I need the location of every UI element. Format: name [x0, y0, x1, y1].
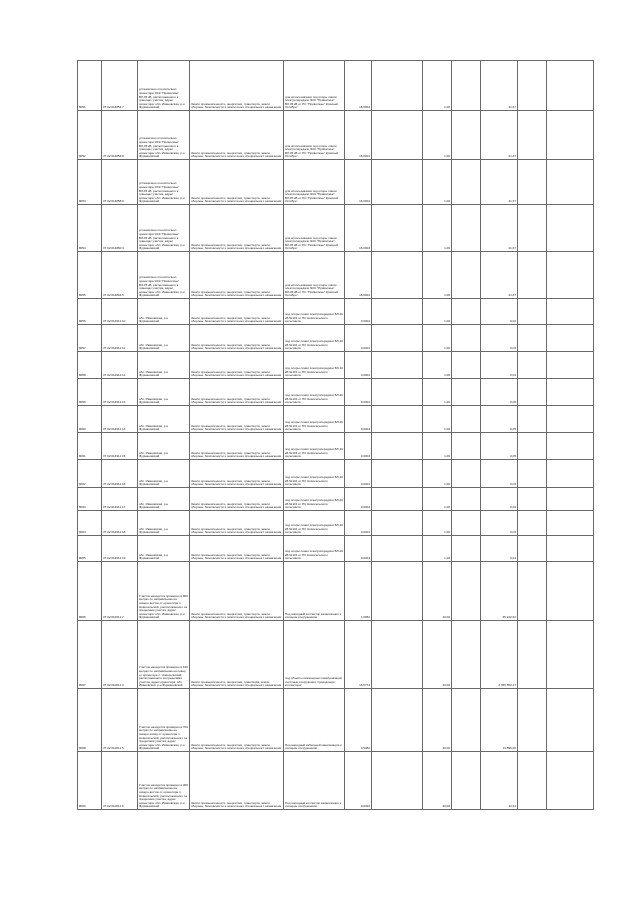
cell-cad: 37:02:010011:6 — [102, 752, 138, 810]
cell-area: 0,0004 — [345, 379, 372, 406]
cell-cad: 37:02:014858:9 — [102, 160, 138, 205]
cell-addr: обл. Ивановская, р-н Фурмановский — [138, 406, 190, 433]
cell-cat: Земли промышленности, энергетики, транспорта, земли обороны, безопасности и земли иного специального назначения — [190, 511, 284, 536]
cell-sum: 0,04 — [481, 536, 518, 562]
cell-use: для использования под опоры линии электропередачи ЭСК "Приволжье" ВЛ-35 кВ от ПС "Приволжье" Красный Октябрь" — [284, 205, 345, 252]
cell-num: 8058 — [78, 352, 102, 379]
cell-num: 8060 — [78, 406, 102, 433]
table-row — [78, 352, 594, 379]
cell-cad: 37:02:014911:14 — [102, 406, 138, 433]
cell-num: 8056 — [78, 299, 102, 325]
cell-empty — [452, 325, 481, 352]
cell-area: 1,6052 — [345, 562, 372, 621]
cell-addr: обл. Ивановская, р-н Фурмановский — [138, 325, 190, 352]
cell-num: 8068 — [78, 689, 102, 752]
cell-cad: 37:02:014911:12 — [102, 352, 138, 379]
cell-sum: 21,67 — [481, 252, 518, 299]
cell-area: 16,0004 — [345, 111, 372, 160]
cell-empty — [547, 562, 594, 621]
table-row — [78, 61, 594, 111]
cell-cad: 37:02:014911:11 — [102, 325, 138, 352]
cell-area: 0,0004 — [345, 488, 372, 511]
cell-empty — [547, 252, 594, 299]
cell-num: 8062 — [78, 460, 102, 488]
cell-empty — [452, 379, 481, 406]
cell-empty — [518, 352, 547, 379]
cell-addr: обл. Ивановская, р-н Фурмановский — [138, 536, 190, 562]
cell-cat: Земли промышленности, энергетики, транспорта, земли обороны, безопасности и земли иного специального назначения — [190, 325, 284, 352]
cell-use: под опоры линии электропередачи ВЛ-10 кВ №101 от ПС Новосельского сельсовета — [284, 325, 345, 352]
table-row — [78, 536, 594, 562]
cell-empty — [372, 325, 423, 352]
cell-empty — [372, 752, 423, 810]
cell-cat: Земли промышленности, энергетики, транспорта, земли обороны, безопасности и земли иного специального назначения — [190, 299, 284, 325]
cell-num: 8061 — [78, 433, 102, 460]
table-row — [78, 160, 594, 205]
cell-empty — [452, 352, 481, 379]
cell-cad: 37:02:014911:15 — [102, 433, 138, 460]
cell-cat: Земли промышленности, энергетики, транспорта, земли обороны, безопасности и земли иного специального назначения — [190, 252, 284, 299]
cell-empty — [452, 460, 481, 488]
cell-rate: 40,00 — [423, 621, 452, 689]
cell-area: 0,0004 — [345, 299, 372, 325]
cell-empty — [372, 299, 423, 325]
cell-num: 8065 — [78, 536, 102, 562]
cell-sum: 0,04 — [481, 511, 518, 536]
cell-empty — [452, 299, 481, 325]
cell-cat: Земли промышленности, энергетики, транспорта, земли обороны, безопасности и земли иного специального назначения — [190, 160, 284, 205]
cell-cad: 37:02:014911:16 — [102, 460, 138, 488]
table-row — [78, 433, 594, 460]
cell-cat: Земли промышленности, энергетики, транспорта, земли обороны, безопасности и земли иного специального назначения — [190, 379, 284, 406]
cell-empty — [518, 621, 547, 689]
cell-empty — [518, 511, 547, 536]
cell-sum: 21,67 — [481, 61, 518, 111]
cell-use: под опоры линии электропередачи ВЛ-10 кВ №101 от ПС Новосельского сельсовета — [284, 488, 345, 511]
cell-addr: Участок находится примерно в 900 метрах по направлению на северо-восток от ориентира п. Новосельский, расположенного за пределами участка, адрес ориентира: обл. Ивановская, р-н Фурмановский — [138, 562, 190, 621]
cell-num: 8053 — [78, 160, 102, 205]
cell-cad: 37:02:014864:5 — [102, 252, 138, 299]
cell-empty — [547, 433, 594, 460]
cell-cad: 37:02:014911:17 — [102, 488, 138, 511]
cell-addr: установлено относительно ориентира ЭСК "Приволжье" ВЛ-35 кВ, расположенного в границах участка, адрес ориентира: обл. Ивановская, р-н Фурмановский — [138, 111, 190, 160]
cell-rate: 40,00 — [423, 689, 452, 752]
cell-cat: Земли промышленности, энергетики, транспорта, земли обороны, безопасности и земли иного специального назначения — [190, 205, 284, 252]
cell-num: 8064 — [78, 511, 102, 536]
cell-use: для использования под опоры линии электропередачи ЭСК "Приволжье" ВЛ-35 кВ от ПС "Приволжье" Красный Октябрь" — [284, 160, 345, 205]
cell-empty — [452, 205, 481, 252]
cell-rate: 1,00 — [423, 325, 452, 352]
cell-empty — [547, 488, 594, 511]
cell-use: для использования под опоры линии электропередачи ЭСК "Приволжье" ВЛ-35 кВ от ПС "Приволжье" Красный Октябрь" — [284, 252, 345, 299]
table-row — [78, 111, 594, 160]
cell-use: под опоры линии электропередачи ВЛ-10 кВ №101 от ПС Новосельского сельсовета — [284, 460, 345, 488]
cell-empty — [547, 752, 594, 810]
cell-addr: установлено относительно ориентира ЭСК "Приволжье" ВЛ-35 кВ, расположенного в границах участка, адрес ориентира: обл. Ивановская, р-н Фурмановский — [138, 252, 190, 299]
land-plot-table — [77, 60, 594, 810]
cell-use: под объекты инженерных коммуникаций: очистные сооружения, проводящие коллектора" — [284, 621, 345, 689]
cell-cat: Земли промышленности, энергетики, транспорта, земли обороны, безопасности и земли иного специального назначения — [190, 433, 284, 460]
cell-rate: 1,00 — [423, 111, 452, 160]
table-row — [78, 511, 594, 536]
cell-rate: 40,00 — [423, 562, 452, 621]
cell-empty — [518, 488, 547, 511]
cell-cad: 37:02:014856:8 — [102, 111, 138, 160]
cell-area: 0,0004 — [345, 406, 372, 433]
cell-cad: 37:02:014911:18 — [102, 511, 138, 536]
cell-rate: 1,00 — [423, 379, 452, 406]
cell-empty — [372, 406, 423, 433]
cell-cat: Земли промышленности, энергетики, транспорта, земли обороны, безопасности и земли иного специального назначения — [190, 488, 284, 511]
cell-empty — [518, 433, 547, 460]
cell-cat: Земли промышленности, энергетики, транспорта, земли обороны, безопасности и земли иного специального назначения — [190, 460, 284, 488]
cell-addr: обл. Ивановская, р-н Фурмановский — [138, 511, 190, 536]
cell-addr: обл. Ивановская, р-н Фурмановский — [138, 352, 190, 379]
cell-rate: 1,00 — [423, 536, 452, 562]
cell-area: 0,0004 — [345, 460, 372, 488]
cell-sum: 0,04 — [481, 488, 518, 511]
cell-sum: 0,05 — [481, 379, 518, 406]
cell-use: Под народный коллектор канализации к очищенн сооружениям — [284, 752, 345, 810]
cell-empty — [547, 111, 594, 160]
cell-empty — [518, 536, 547, 562]
cell-empty — [547, 205, 594, 252]
cell-empty — [547, 61, 594, 111]
cell-cat: Земли промышленности, энергетики, транспорта, земли обороны, безопасности и земли иного специального назначения — [190, 406, 284, 433]
cell-rate: 1,00 — [423, 460, 452, 488]
cell-empty — [452, 488, 481, 511]
cell-num: 8069 — [78, 752, 102, 810]
cell-empty — [452, 536, 481, 562]
cell-sum: 2 665 550,17 — [481, 621, 518, 689]
cell-cad: 37:02:014911:19 — [102, 536, 138, 562]
cell-cad: 37:02:014854:7 — [102, 61, 138, 111]
cell-empty — [547, 379, 594, 406]
cell-sum: 0,05 — [481, 406, 518, 433]
cell-empty — [518, 205, 547, 252]
cell-sum: 65 242,62 — [481, 562, 518, 621]
cell-empty — [518, 61, 547, 111]
cell-cat: Земли промышленности, энергетики, транспорта, земли обороны, безопасности и земли иного специального назначения — [190, 562, 284, 621]
cell-empty — [452, 252, 481, 299]
cell-empty — [452, 621, 481, 689]
cell-empty — [372, 562, 423, 621]
table-row — [78, 488, 594, 511]
cell-use: под опоры линии электропередачи ВЛ-10 кВ №101 от ПС Новосельского сельсовета — [284, 536, 345, 562]
cell-empty — [372, 252, 423, 299]
cell-rate: 1,00 — [423, 488, 452, 511]
cell-sum: 21,67 — [481, 111, 518, 160]
cell-use: Под народный кабельной канализации к очищенн сооружениям — [284, 689, 345, 752]
cell-num: 8057 — [78, 325, 102, 352]
cell-area: 0,0020 — [345, 752, 372, 810]
cell-area: 16,0004 — [345, 160, 372, 205]
cell-sum: 0,05 — [481, 433, 518, 460]
cell-empty — [518, 252, 547, 299]
cell-addr: обл. Ивановская, р-н Фурмановский — [138, 488, 190, 511]
cell-empty — [372, 488, 423, 511]
cell-empty — [372, 61, 423, 111]
cell-cad: 37:02:010011:5 — [102, 689, 138, 752]
cell-rate: 1,00 — [423, 205, 452, 252]
cell-cat: Земли промышленности, энергетики, транспорта, земли обороны, безопасности и земли иного специального назначения — [190, 111, 284, 160]
cell-empty — [518, 299, 547, 325]
cell-empty — [547, 299, 594, 325]
cell-rate: 40,00 — [423, 752, 452, 810]
table-row — [78, 689, 594, 752]
table-row — [78, 325, 594, 352]
cell-addr: Участок находится примерно в 700 метрах по направлению на северо-запад от ориентира п. Новосельский, расположенного за пределами участка, адрес ориентира: обл. Ивановская, р-н Фурмановский — [138, 689, 190, 752]
cell-empty — [547, 689, 594, 752]
cell-cad: 37:02:014911:13 — [102, 379, 138, 406]
cell-num: 8059 — [78, 379, 102, 406]
cell-empty — [518, 689, 547, 752]
cell-use: под опоры линии электропередачи ВЛ-10 кВ №101 от ПС Новосельского сельсовета — [284, 352, 345, 379]
cell-area: 0,0004 — [345, 352, 372, 379]
cell-empty — [518, 562, 547, 621]
table-row — [78, 379, 594, 406]
cell-empty — [452, 511, 481, 536]
cell-empty — [547, 352, 594, 379]
cell-empty — [372, 160, 423, 205]
cell-empty — [452, 689, 481, 752]
cell-rate: 1,00 — [423, 406, 452, 433]
cell-empty — [372, 379, 423, 406]
cell-area: 0,0004 — [345, 325, 372, 352]
cell-empty — [547, 325, 594, 352]
cell-rate: 1,00 — [423, 352, 452, 379]
cell-rate: 1,00 — [423, 61, 452, 111]
table-row — [78, 406, 594, 433]
cell-empty — [547, 511, 594, 536]
cell-cat: Земли промышленности, энергетики, транспорта, земли обороны, безопасности и земли иного специального назначения — [190, 752, 284, 810]
cell-addr: установлено относительно ориентира ЭСК "Приволжье" ВЛ-35 кВ, расположенного в границах участка, адрес ориентира: обл. Ивановская, р-н Фурмановский — [138, 160, 190, 205]
cell-num: 8052 — [78, 111, 102, 160]
cell-area: 0,0004 — [345, 511, 372, 536]
cell-use: под опоры линии электропередачи ВЛ-10 кВ №101 от ПС Новосельского сельсовета — [284, 433, 345, 460]
cell-rate: 1,00 — [423, 511, 452, 536]
cell-empty — [518, 325, 547, 352]
cell-sum: 21,67 — [481, 160, 518, 205]
cell-num: 8055 — [78, 252, 102, 299]
cell-use: Под народный коллектор канализации к очищенн сооружениям — [284, 562, 345, 621]
cell-empty — [452, 160, 481, 205]
cell-addr: обл. Ивановская, р-н Фурмановский — [138, 433, 190, 460]
cell-rate: 1,00 — [423, 252, 452, 299]
cell-area: 16,0004 — [345, 252, 372, 299]
cell-empty — [547, 160, 594, 205]
cell-addr: установлено относительно ориентира ЭСК "Приволжье" ВЛ-35 кВ, расположенного в границах участка, адрес ориентира: обл. Ивановская, р-н Фурмановский — [138, 205, 190, 252]
cell-cad: 37:02:010011:3 — [102, 621, 138, 689]
cell-sum: 0,04 — [481, 352, 518, 379]
cell-empty — [452, 406, 481, 433]
cell-sum: 0,04 — [481, 299, 518, 325]
table-row — [78, 460, 594, 488]
cell-use: для использования под опоры линии электропередачи ЭСК "Приволжье" ВЛ-35 кВ от ПС "Приволжье" Красный Октябрь" — [284, 61, 345, 111]
cell-empty — [372, 205, 423, 252]
cell-rate: 1,00 — [423, 299, 452, 325]
cell-sum: 0,04 — [481, 325, 518, 352]
cell-sum: 21,67 — [481, 205, 518, 252]
cell-use: под опоры линии электропередачи ВЛ-10 кВ №101 от ПС Новосельского сельсовета — [284, 379, 345, 406]
cell-empty — [372, 689, 423, 752]
cell-empty — [518, 379, 547, 406]
cell-use: для использования под опоры линии электропередачи ЭСК "Приволжье" ВЛ-35 кВ от ПС "Приволжье" Красный Октябрь" — [284, 111, 345, 160]
cell-empty — [518, 160, 547, 205]
table-row — [78, 752, 594, 810]
cell-cat: Земли промышленности, энергетики, транспорта, земли обороны, безопасности и земли иного специального назначения — [190, 536, 284, 562]
cell-rate: 1,00 — [423, 433, 452, 460]
cell-empty — [547, 536, 594, 562]
cell-empty — [452, 61, 481, 111]
cell-empty — [452, 433, 481, 460]
cell-cat: Земли промышленности, энергетики, транспорta, земли обороны, безопасности и земли иного специального назначения — [190, 621, 284, 689]
cell-empty — [518, 406, 547, 433]
cell-cad: 37:02:014911:10 — [102, 299, 138, 325]
table-row — [78, 621, 594, 689]
cell-area: 16,0004 — [345, 61, 372, 111]
cell-empty — [372, 352, 423, 379]
cell-empty — [518, 460, 547, 488]
cell-use: под опоры линии электропередачи ВЛ-10 кВ №101 от ПС Новосельского сельсовета — [284, 299, 345, 325]
cell-empty — [452, 562, 481, 621]
cell-cat: Земли промышленности, энергетики, транспорта, земли обороны, безопасности и земли иного специального назначения — [190, 689, 284, 752]
cell-empty — [547, 621, 594, 689]
cell-area: 16,5772 — [345, 621, 372, 689]
table-row — [78, 562, 594, 621]
cell-num: 8066 — [78, 562, 102, 621]
cell-empty — [372, 433, 423, 460]
cell-empty — [372, 511, 423, 536]
cell-empty — [372, 536, 423, 562]
cell-empty — [452, 111, 481, 160]
cell-cat: Земли промышленности, энергетики, транспорта, земли обороны, безопасности и земли иного специального назначения — [190, 352, 284, 379]
table-row — [78, 299, 594, 325]
cell-addr: Участок находится примерно в 100 метрах по направлению на север от ориентира п. Новосельский, расположенного за пределами участка, адрес ориентира: обл. Ивановская, р-н Фурмановский — [138, 621, 190, 689]
cell-cat: Земли промышленности, энергетики, транспорта, земли обороны, безопасности и земли иного специального назначения — [190, 61, 284, 111]
cell-area: 0,5082 — [345, 689, 372, 752]
cell-addr: обл. Ивановская, р-н Фурмановский — [138, 379, 190, 406]
cell-addr: обл. Ивановская, р-н Фурмановский — [138, 299, 190, 325]
cell-use: под опоры линии электропередачи ВЛ-10 кВ №101 от ПС Новосельского сельсовета — [284, 511, 345, 536]
cell-sum: 42,64 — [481, 752, 518, 810]
cell-empty — [547, 406, 594, 433]
cell-addr: установлено относительно ориентира ЭСК "Приволжье" ВЛ-35 кВ, расположенного в границах участка, адрес ориентира: обл. Ивановская, р-н Фурмановский — [138, 61, 190, 111]
cell-empty — [547, 460, 594, 488]
cell-empty — [518, 752, 547, 810]
cell-use: под опоры линии электропередачи ВЛ-10 кВ №101 от ПС Новосельского сельсовета — [284, 406, 345, 433]
cell-area: 0,0004 — [345, 536, 372, 562]
cell-num: 8051 — [78, 61, 102, 111]
cell-area: 16,0004 — [345, 205, 372, 252]
cell-num: 8063 — [78, 488, 102, 511]
table-row — [78, 205, 594, 252]
cell-num: 8067 — [78, 621, 102, 689]
cell-addr: обл. Ивановская, р-н Фурмановский — [138, 460, 190, 488]
cell-addr: Участок находится примерно в 300 метрах по направлению на северо-восток от ориентира п. Новосельский, расположенного за пределами участка, адрес ориентира: обл. Ивановская, р-н Фурмановский — [138, 752, 190, 810]
cell-sum: 13 896,00 — [481, 689, 518, 752]
cell-empty — [518, 111, 547, 160]
cell-sum: 0,04 — [481, 460, 518, 488]
table-row — [78, 252, 594, 299]
cell-num: 8054 — [78, 205, 102, 252]
cell-empty — [372, 111, 423, 160]
cell-cad: 37:02:014860:4 — [102, 205, 138, 252]
cell-rate: 1,00 — [423, 160, 452, 205]
cell-empty — [372, 460, 423, 488]
cell-cad: 37:02:010011:2 — [102, 562, 138, 621]
cell-empty — [452, 752, 481, 810]
cell-empty — [372, 621, 423, 689]
cell-area: 0,0004 — [345, 433, 372, 460]
